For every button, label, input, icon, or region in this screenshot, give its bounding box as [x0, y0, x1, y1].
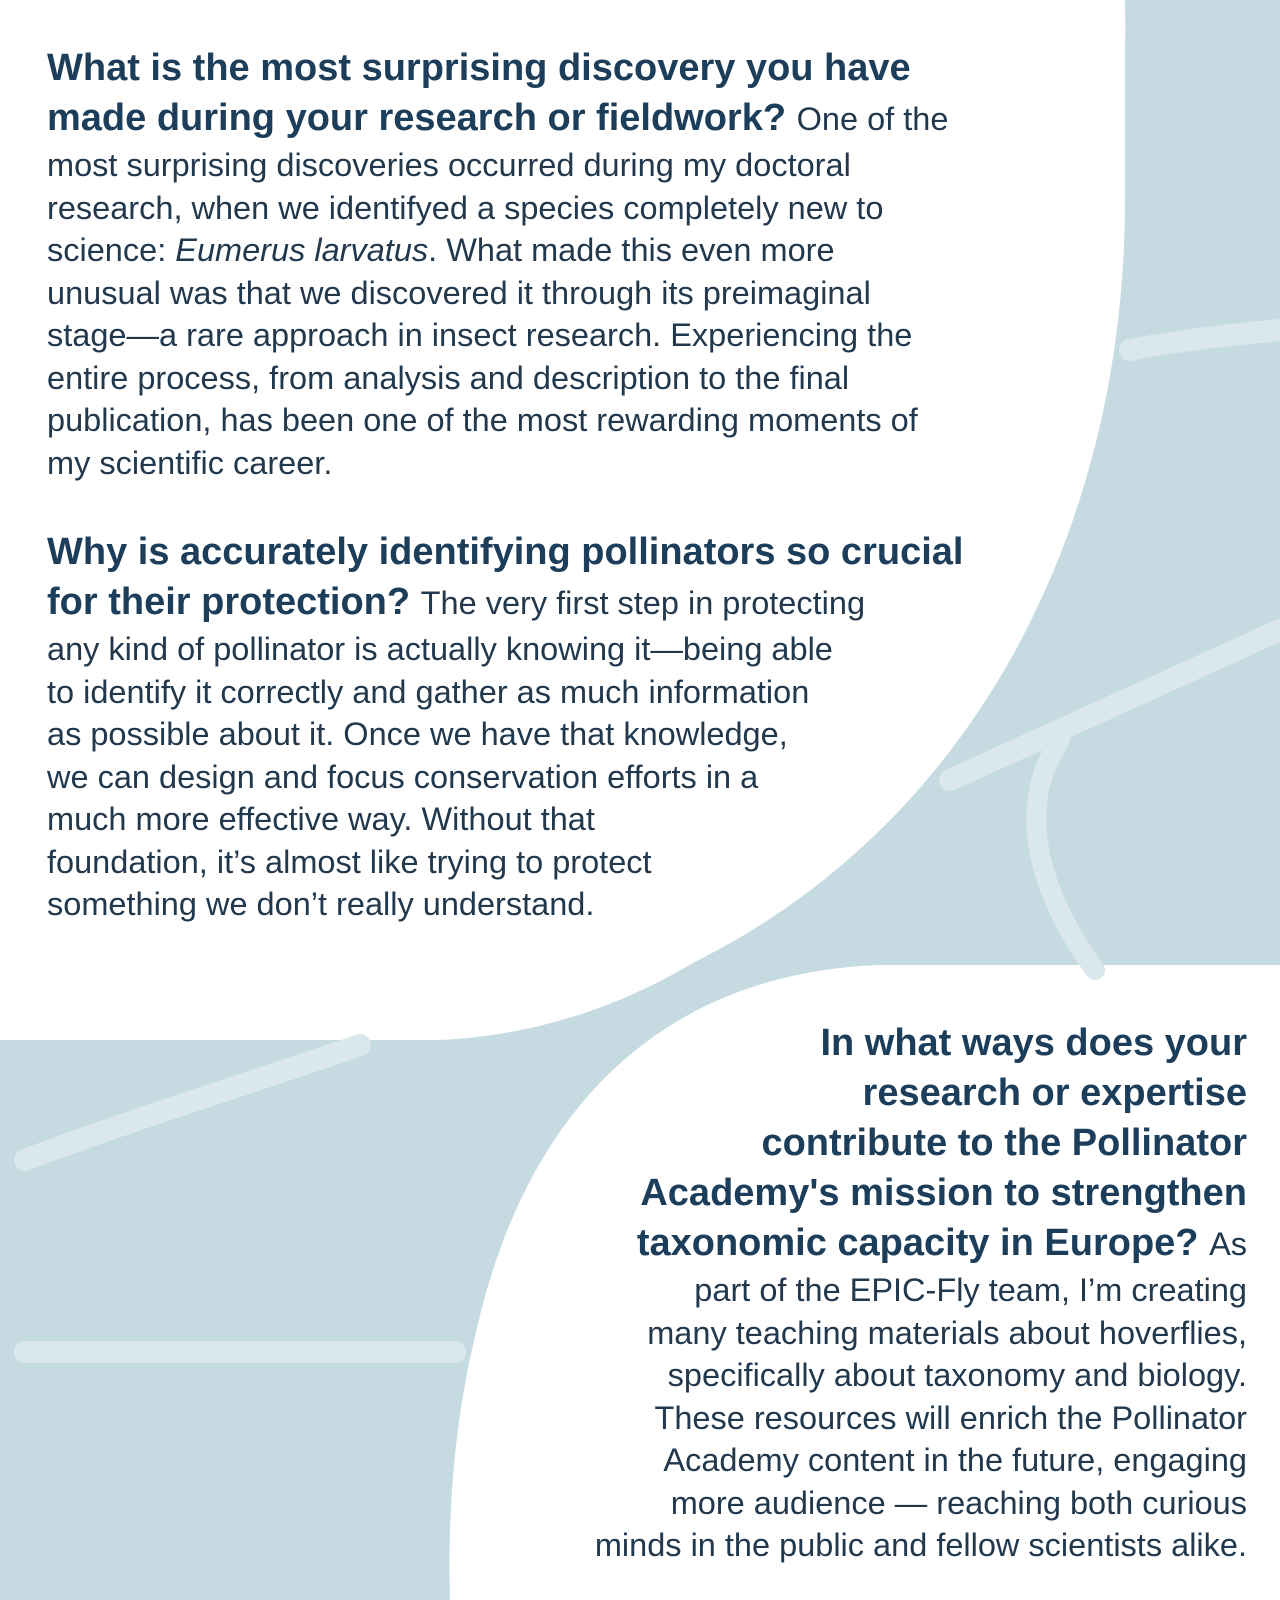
answer-3-line-6: Academy content in the future, engaging — [663, 1442, 1247, 1478]
question-2-line-2-text: for their protection? — [47, 581, 411, 623]
question-3-line-1: In what ways does your — [820, 1022, 1247, 1064]
question-3 — [447, 1018, 1247, 1269]
question-2-line-2 — [47, 577, 1077, 628]
answer-1-line-8: publication, has been one of the most rewarding moments of — [47, 402, 918, 438]
answer-3-line-8: minds in the public and fellow scientists alike. — [594, 1527, 1247, 1563]
answer-1-line-1: One of the — [796, 101, 949, 137]
answer-3-line-2: part of the EPIC-Fly team, I’m creating — [694, 1272, 1247, 1308]
answer-1-line-6: stage—a rare approach in insect research. Experiencing the — [47, 317, 913, 353]
answer-2-line-7: foundation, it’s almost like trying to protect — [47, 843, 652, 880]
answer-2-line-1: The very first step in protecting — [420, 585, 866, 621]
question-1-line-2-text: made during your research or fieldwork? — [47, 97, 787, 139]
answer-2-line-6: much more effective way. Without that — [47, 801, 595, 837]
answer-1-line-2: most surprising discoveries occurred during my doctoral — [47, 147, 851, 183]
answer-1-line-5: unusual was that we discovered it through its preimaginal — [47, 274, 871, 311]
answer-2-line-5: we can design and focus conservation efforts in a — [47, 758, 759, 795]
answer-2-line-4: as possible about it. Once we have that knowledge, — [47, 716, 788, 752]
answer-3-line-3: many teaching materials about hoverflies, — [647, 1314, 1247, 1351]
answer-1-line-7: entire process, from analysis and description to the final — [47, 359, 850, 396]
question-1-line-2 — [47, 93, 1127, 144]
answer-1-line-9: my scientific career. — [47, 444, 333, 481]
question-2-line-1: Why is accurately identifying pollinators so crucial — [47, 531, 964, 573]
question-3-line-2: research or expertise — [862, 1072, 1247, 1114]
question-2 — [47, 527, 1077, 628]
qa-section-1 — [47, 43, 1127, 484]
answer-1 — [47, 144, 1127, 484]
question-3-line-5-text: taxonomic capacity in Europe? — [636, 1222, 1199, 1264]
question-3-line-4: Academy's mission to strengthen — [640, 1172, 1247, 1214]
answer-3-line-4: specifically about taxonomy and biology. — [667, 1357, 1247, 1393]
answer-3-line-5: These resources will enrich the Pollinator — [654, 1399, 1247, 1436]
qa-section-3 — [447, 1018, 1247, 1567]
species-name: Eumerus larvatus — [175, 232, 429, 268]
answer-1-line-4-b: . What made this even more — [428, 232, 835, 268]
answer-2 — [47, 628, 1077, 926]
answer-1-line-4 — [47, 229, 1127, 272]
answer-3-line-7: more audience — reaching both curious — [670, 1484, 1247, 1521]
question-3-line-3: contribute to the Pollinator — [761, 1122, 1247, 1164]
question-3-line-5 — [447, 1218, 1247, 1269]
qa-section-2 — [47, 527, 1077, 926]
answer-2-line-2: any kind of pollinator is actually knowing it—being able — [47, 631, 833, 667]
answer-1-line-3: research, when we identifyed a species completely new to — [47, 189, 884, 226]
question-1 — [47, 43, 1127, 144]
answer-3 — [447, 1269, 1247, 1567]
answer-2-line-8: something we don’t really understand. — [47, 886, 595, 922]
answer-3-line-1: As — [1209, 1226, 1247, 1262]
answer-2-line-3: to identify it correctly and gather as much information — [47, 673, 810, 710]
question-1-line-1: What is the most surprising discovery you have — [47, 47, 911, 89]
answer-1-line-4-a: science: — [47, 232, 176, 268]
